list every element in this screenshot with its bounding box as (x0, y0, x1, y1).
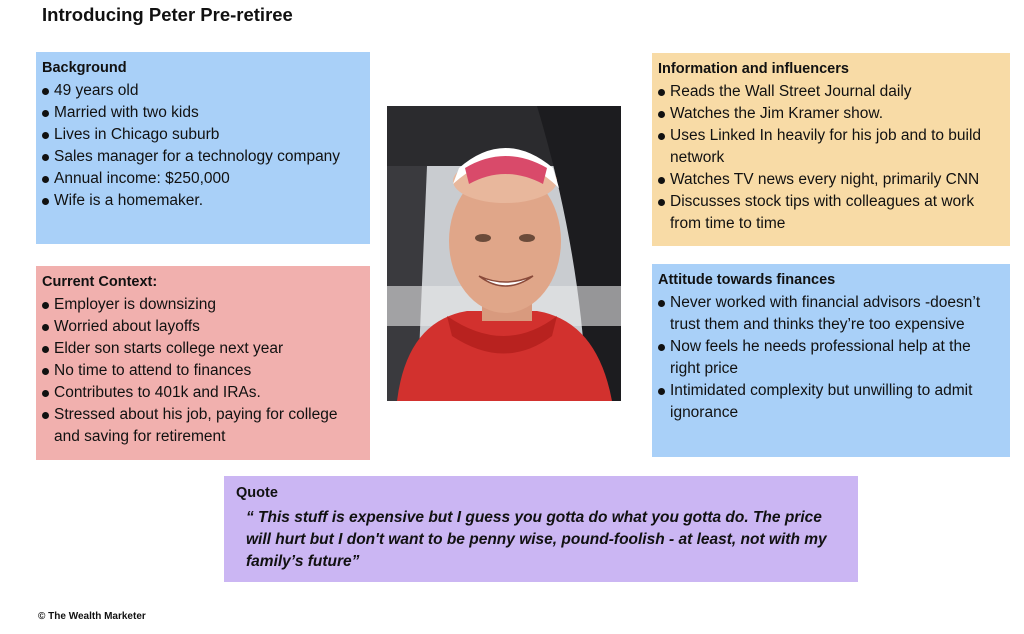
attitude-finances-card (652, 264, 1010, 457)
list-item: Annual income: $250,000 (42, 168, 364, 190)
list-item: Worried about layoffs (42, 316, 364, 338)
list-item: Discusses stock tips with colleagues at work from time to time (658, 191, 1004, 235)
information-influencers-list (658, 81, 1004, 235)
list-item: Employer is downsizing (42, 294, 364, 316)
list-item: Watches the Jim Kramer show. (658, 103, 1004, 125)
list-item: Intimidated complexity but unwilling to admit ignorance (658, 380, 1004, 424)
copyright-footer: © The Wealth Marketer (38, 611, 146, 622)
current-context-card (36, 266, 370, 460)
current-context-heading: Current Context: (42, 274, 158, 290)
list-item: Stressed about his job, paying for college and saving for retirement (42, 404, 364, 448)
quote-heading: Quote (236, 485, 278, 501)
attitude-finances-list (658, 292, 1004, 424)
current-context-list (42, 294, 364, 448)
list-item: Watches TV news every night, primarily CNN (658, 169, 1004, 191)
background-card (36, 52, 370, 244)
information-influencers-card (652, 53, 1010, 246)
list-item: Contributes to 401k and IRAs. (42, 382, 364, 404)
quote-card (224, 476, 858, 582)
background-list (42, 80, 364, 212)
list-item: Married with two kids (42, 102, 364, 124)
list-item: Sales manager for a technology company (42, 146, 364, 168)
list-item: Never worked with financial advisors -doesn’t trust them and thinks they’re too expensive (658, 292, 1004, 336)
quote-text: “ This stuff is expensive but I guess you gotta do what you gotta do. The price will hurt but I don't want to be penny wise, pound-foolish - at least, not with my family’s future” (246, 509, 827, 570)
list-item: Now feels he needs professional help at the right price (658, 336, 1004, 380)
list-item: Elder son starts college next year (42, 338, 364, 360)
list-item: No time to attend to finances (42, 360, 364, 382)
persona-photo (387, 106, 621, 401)
list-item: 49 years old (42, 80, 364, 102)
list-item: Reads the Wall Street Journal daily (658, 81, 1004, 103)
attitude-finances-heading: Attitude towards finances (658, 272, 836, 288)
background-heading: Background (42, 60, 127, 76)
page-title: Introducing Peter Pre-retiree (42, 4, 293, 25)
list-item: Wife is a homemaker. (42, 190, 364, 212)
list-item: Uses Linked In heavily for his job and to build network (658, 125, 1004, 169)
information-influencers-heading: Information and influencers (658, 61, 849, 77)
list-item: Lives in Chicago suburb (42, 124, 364, 146)
